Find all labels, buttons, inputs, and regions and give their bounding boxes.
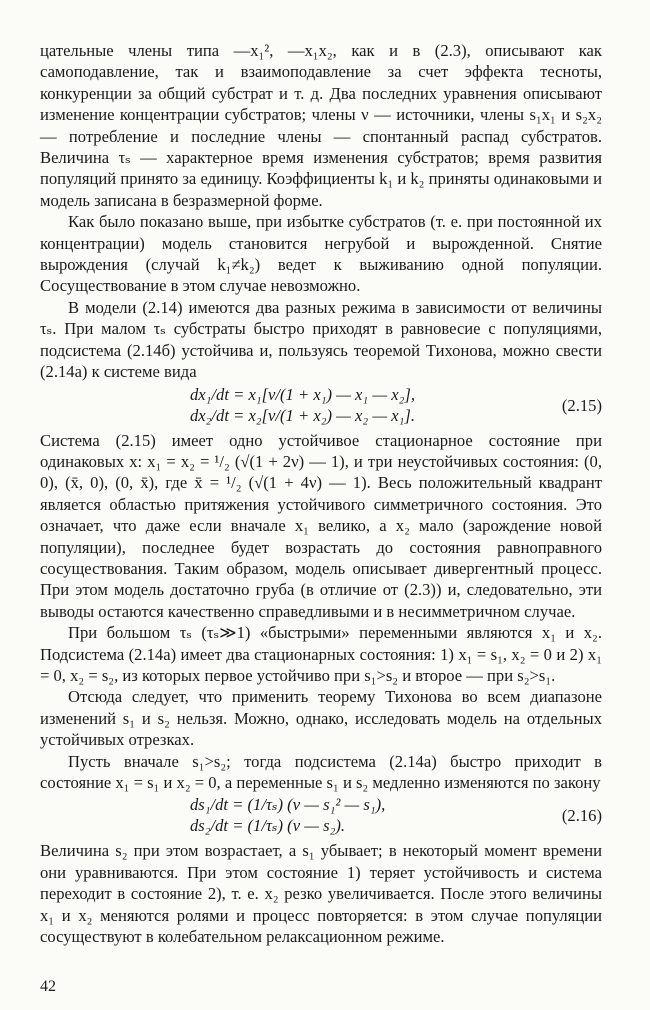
- equation-2-16-number: (2.16): [561, 806, 602, 826]
- paragraph-3: В модели (2.14) имеются два разных режима в зависимости от величины τₛ. При малом τₛ субстраты быстро приходят в равновесие с популяциями, подсистема (2.14б) устойчива и, пользуясь теоремой Тихонова, можно свести (2.14а) к системе вида: [40, 297, 602, 382]
- equation-2-15-line-1: dx₁/dt = x₁[ν/(1 + x₁) — x₁ — x₂],: [190, 384, 415, 404]
- page-text: [40, 40, 602, 947]
- equation-2-15: [40, 384, 602, 428]
- equation-2-16-line-2: ds₂/dt = (1/τₛ) (ν — s₂).: [190, 816, 346, 836]
- paragraph-5: При большом τₛ (τₛ≫1) «быстрыми» переменными являются x₁ и x₂. Подсистема (2.14а) имеет два стационарных состояния: 1) x₁ = s₁, x₂ = 0 и 2) x₁ = 0, x₂ = s₂, из которых первое устойчиво при s₁>s₂ и второе — при s₂>s₁.: [40, 623, 602, 685]
- paragraph-7: Пусть вначале s₁>s₂; тогда подсистема (2.14а) быстро приходит в состояние x₁ = s₁ и x₂ = 0, а переменные s₁ и s₂ медленно изменяются по закону: [40, 751, 602, 792]
- paragraph-8: Величина s₂ при этом возрастает, а s₁ убывает; в некоторый момент времени они уравниваются. При этом состояние 1) теряет устойчивость и система переходит в состояние 2), т. е. x₂ резко увеличивается. После этого величины x₁ и x₂ меняются ролями и процесс повторяется: в этом случае популяции сосуществуют в колебательном релаксационном режиме.: [40, 841, 602, 947]
- page-number: 42: [40, 978, 56, 995]
- equation-2-15-line-2: dx₂/dt = x₂[ν/(1 + x₂) — x₂ — x₁].: [190, 405, 415, 425]
- equation-2-16-line-1: ds₁/dt = (1/τₛ) (ν — s₁² — s₁),: [190, 795, 386, 815]
- paragraph-4: Система (2.15) имеет одно устойчивое стационарное состояние при одинаковых x: x₁ = x₂ = ¹/₂ (√(1 + 2ν) — 1), и три неустойчивых состояния: (0, 0), (x̄, 0), (0, x̄), где x̄ = ¹/₂ (√(1 + 4ν) — 1). Весь положительный квадрант является областью притяжения устойчивого симметричного состояния. Это означает, что даже если вначале x₁ велико, а x₂ мало (зарождение новой популяции), последнее будет возрастать до состояния равноправного сосуществования. Таким образом, модель описывает дивергентный процесс. При этом модель достаточно груба (в отличие от (2.3)) и, следовательно, эти выводы остаются качественно справедливыми и в несимметричном случае.: [40, 430, 602, 621]
- paragraph-6: Отсюда следует, что применить теорему Тихонова во всем диапазоне изменений s₁ и s₂ нельзя. Можно, однако, исследовать модель на отдельных устойчивых отрезках.: [40, 687, 602, 750]
- paragraph-1: цательные члены типа —x₁², —x₁x₂, как и в (2.3), описывают как самоподавление, так и взаимоподавление за счет эффекта тесноты, конкуренции за общий субстрат и т. д. Два последних уравнения описывают изменение концентрации субстратов; члены ν — источники, члены s₁x₁ и s₂x₂ — потребление и последние члены — спонтанный распад субстратов. Величина τₛ — характерное время изменения субстратов; время развития популяций принято за единицу. Коэффициенты k₁ и k₂ приняты одинаковыми и модель записана в безразмерной форме.: [40, 41, 602, 210]
- equation-2-15-number: (2.15): [561, 395, 602, 415]
- equation-2-16: [40, 794, 602, 838]
- paragraph-2: Как было показано выше, при избытке субстратов (т. е. при постоянной их концентрации) модель становится негрубой и вырожденной. Снятие вырождения (случай k₁≠k₂) ведет к выживанию одной популяции. Сосуществование в этом случае невозможно.: [40, 212, 602, 296]
